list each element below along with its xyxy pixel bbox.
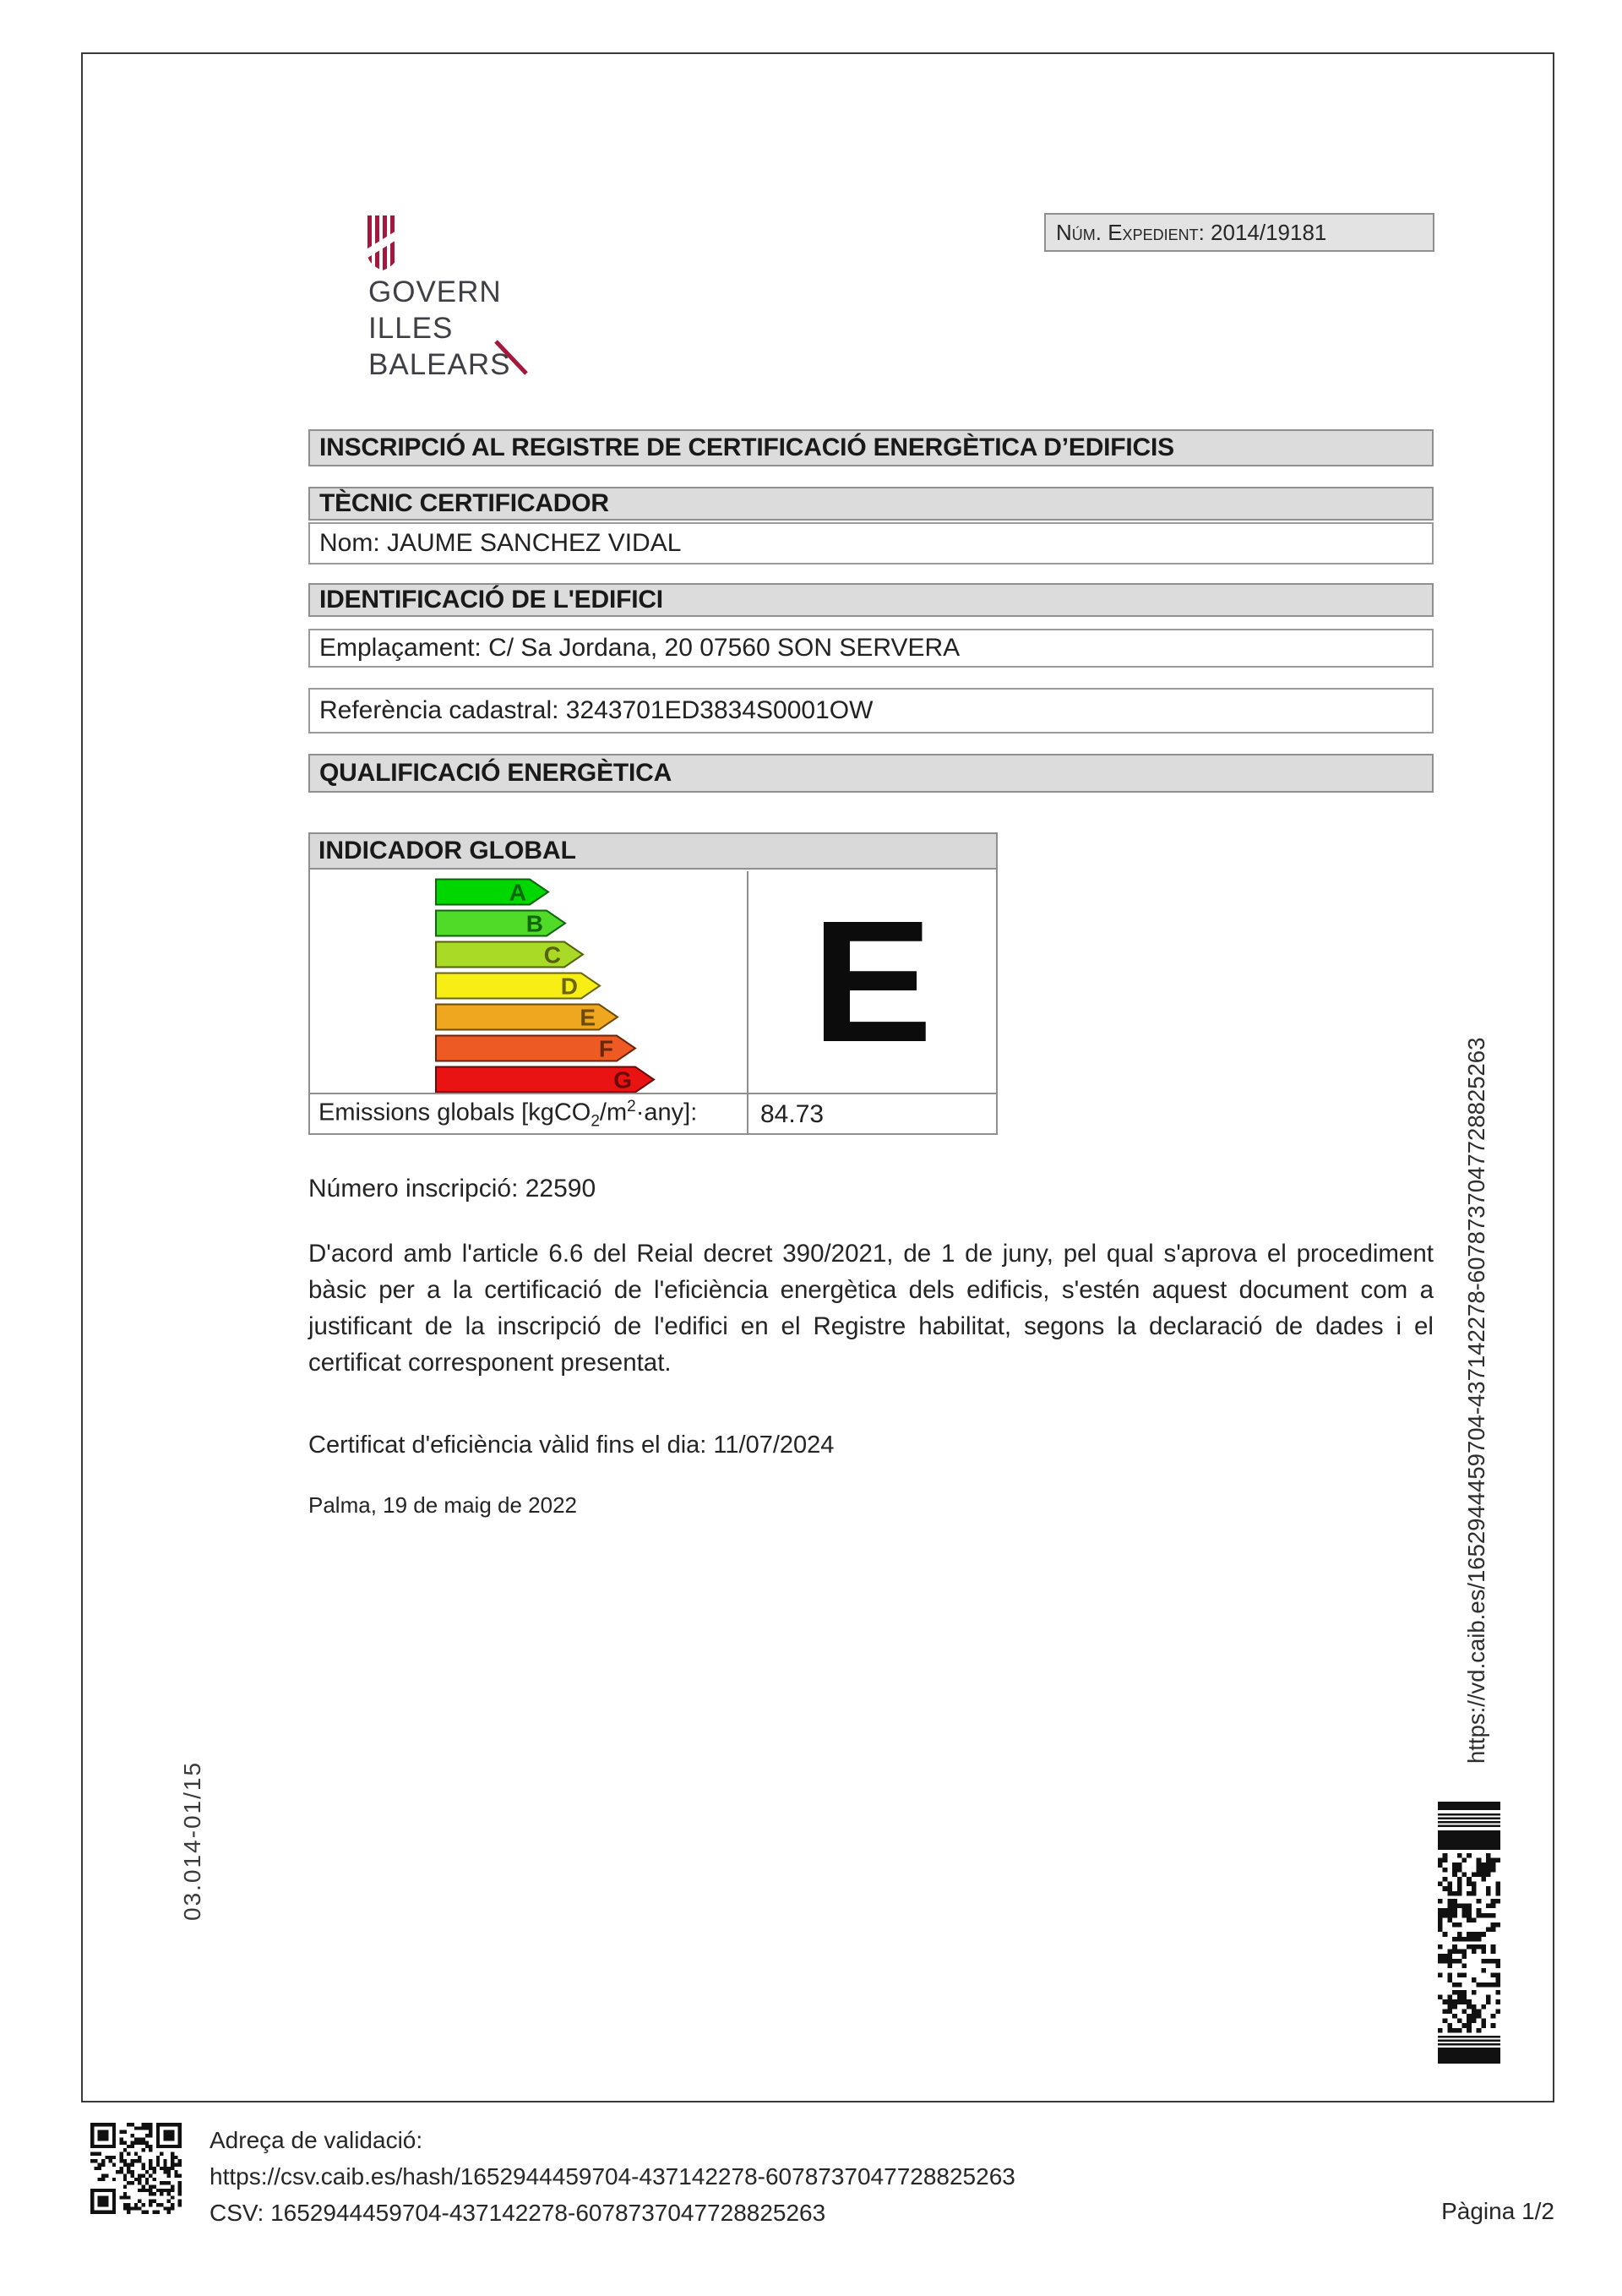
energy-arrow-E — [435, 1003, 621, 1031]
logo-slash-icon — [493, 338, 530, 377]
emissions-row — [310, 1093, 996, 1135]
qualificacio-bar — [308, 754, 1434, 793]
identificacio-bar — [308, 583, 1434, 617]
indicator-global-header — [310, 834, 996, 870]
validity-line: Certificat d'eficiència vàlid fins el dia: 11/07/2024 — [308, 1432, 835, 1459]
logo-line-govern: GOVERN — [368, 275, 502, 308]
qualificacio-text: QUALIFICACIÓ ENERGÈTICA — [319, 759, 672, 787]
form-code-vertical: 03.014-01/15 — [179, 1760, 205, 1921]
energy-arrow-C — [435, 941, 586, 968]
svg-text:B: B — [525, 910, 543, 937]
govern-shield-icon — [365, 215, 400, 272]
energy-scale — [310, 871, 747, 1093]
svg-text:C: C — [543, 941, 561, 968]
rating-cell — [747, 871, 996, 1093]
svg-text:A: A — [509, 879, 526, 906]
place-date-line: Palma, 19 de maig de 2022 — [308, 1492, 577, 1518]
indicator-global-title: INDICADOR GLOBAL — [318, 837, 576, 864]
logo-line-balears: BALEARS — [368, 348, 511, 381]
referencia-value: Referència cadastral: 3243701ED3834S0001OW — [319, 696, 874, 724]
page-number: Pàgina 1/2 — [1441, 2198, 1554, 2224]
svg-text:F: F — [598, 1035, 613, 1062]
expedient-box — [1044, 213, 1434, 252]
energy-arrow-G — [435, 1066, 657, 1093]
expedient-number: Núm. Expedient: 2014/19181 — [1056, 219, 1327, 245]
logo-line-illes: ILLES — [368, 312, 454, 345]
rating-letter: E — [811, 885, 933, 1078]
inscription-number-line: Número inscripció: 22590 — [308, 1175, 596, 1203]
svg-text:G: G — [613, 1066, 632, 1093]
validation-url: https://csv.caib.es/hash/1652944459704-437142278-6078737047728825263 — [210, 2163, 1015, 2190]
nom-value: Nom: JAUME SANCHEZ VIDAL — [319, 529, 682, 557]
emplacament-value: Emplaçament: C/ Sa Jordana, 20 07560 SON SERVERA — [319, 634, 961, 662]
emissions-value: 84.73 — [747, 1094, 996, 1135]
validation-url-vertical: https://vd.caib.es/1652944459704-437142278-6078737047728825263 — [1463, 1037, 1489, 1764]
section-title-bar — [308, 429, 1434, 466]
logo-wordmark — [368, 274, 510, 383]
barcode-2d — [1438, 1802, 1500, 2064]
tecnic-certificador-bar — [308, 487, 1434, 521]
qr-code — [90, 2123, 182, 2214]
emplacament-field — [308, 629, 1434, 668]
legal-paragraph: D'acord amb l'article 6.6 del Reial decret 390/2021, de 1 de juny, pel qual s'aprova el procediment bàsic per a la certificació de l'eficiència energètica dels edificis, s'estén aquest document com a justificant de la inscripció de l'edifici en el Registre habilitat, segons la declaració de dades i el certificat corresponent presentat. — [308, 1240, 1434, 1377]
referencia-field — [308, 688, 1434, 734]
emissions-label: Emissions globals $[kgCO_2/m^2\cdot any]$: — [318, 1098, 698, 1131]
indicator-global-table — [308, 832, 998, 1135]
nom-field — [308, 522, 1434, 564]
svg-text:E: E — [580, 1004, 596, 1031]
identificacio-text: IDENTIFICACIÓ DE L'EDIFICI — [319, 586, 663, 614]
section-title-text: INSCRIPCIÓ AL REGISTRE DE CERTIFICACIÓ ENERGÈTICA D’EDIFICIS — [319, 434, 1174, 461]
csv-line: CSV: 1652944459704-437142278-6078737047728825263 — [210, 2200, 826, 2226]
energy-arrow-B — [435, 909, 569, 937]
validation-label: Adreça de validació: — [210, 2127, 423, 2153]
energy-arrow-F — [435, 1034, 639, 1062]
svg-text:D: D — [560, 973, 578, 1000]
tecnic-certificador-text: TÈCNIC CERTIFICADOR — [319, 489, 609, 517]
energy-arrow-A — [435, 878, 552, 906]
energy-arrow-D — [435, 972, 603, 1000]
